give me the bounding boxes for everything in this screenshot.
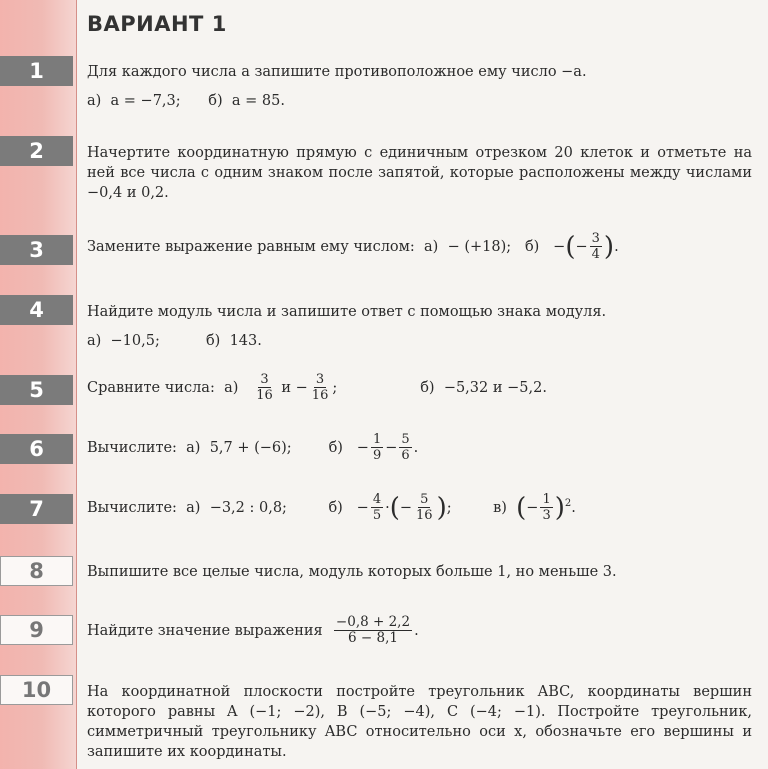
task-3: Замените выражение равным ему числом: а) − (+18); б) − ( − $\frac{3}{4}$ ) . <box>87 231 619 262</box>
task-7-b-sign: − <box>356 499 369 516</box>
paren-open: ( <box>389 492 400 523</box>
task-6-b-label: б) <box>328 439 343 456</box>
task-number-7: 7 <box>0 494 73 524</box>
fraction-numerator: 3 <box>591 231 600 246</box>
task-7-c-fraction <box>540 492 552 523</box>
task-7 <box>87 492 752 523</box>
task-5-a-sign: − <box>295 379 308 396</box>
task-3-b-sign: − <box>553 238 566 255</box>
task-number-9: 9 <box>0 615 73 645</box>
task-4-a-label: а) <box>87 333 102 349</box>
task-5-a-and: и <box>281 379 292 396</box>
fraction-denominator: 16 <box>311 388 329 403</box>
task-3-b-inner-sign: − <box>575 238 588 255</box>
task-1-a-expr: a = −7,3; <box>110 93 181 109</box>
task-7-text: Вычислите: <box>87 499 177 516</box>
task-number-6: 6 <box>0 434 73 464</box>
fraction-numerator: 1 <box>372 432 382 447</box>
task-1-text: Для каждого числа a запишите противоположное ему число −a. <box>87 64 587 80</box>
task-3-text: Замените выражение равным ему числом: <box>87 238 415 255</box>
fraction-denominator: 6 <box>401 448 410 463</box>
fraction-denominator: 5 <box>372 508 382 523</box>
fraction-denominator: 9 <box>372 448 382 463</box>
task-number-4: 4 <box>0 295 73 325</box>
task-5-b-expr: −5,32 и −5,2. <box>443 379 547 396</box>
task-1-a-label: а) <box>87 93 102 109</box>
fraction-denominator: 4 <box>591 247 600 262</box>
paren-close: ) <box>554 492 565 523</box>
task-4-a-expr: −10,5; <box>110 333 160 349</box>
task-7-b-fraction-2 <box>414 492 435 523</box>
task-6-b-minus: − <box>385 439 398 456</box>
task-2: Начертите координатную прямую с единичным отрезком 20 клеток и отметьте на ней все числа с одним знаком после запятой, которые расположены между числами −0,4 и 0,2. <box>87 145 752 201</box>
task-1 <box>87 62 752 111</box>
task-7-a-label: а) <box>186 499 201 516</box>
task-6-b-fraction-1 <box>371 432 383 463</box>
task-3-b-fraction <box>590 231 602 262</box>
task-6-b-end: . <box>413 439 419 456</box>
paren-open: ( <box>516 492 527 523</box>
fraction-numerator: 5 <box>420 492 429 507</box>
task-6 <box>87 432 752 463</box>
task-7-b-inner-sign: − <box>399 499 413 516</box>
task-4-b-expr: 143. <box>229 333 262 349</box>
page-title: ВАРИАНТ 1 <box>87 12 227 36</box>
task-6-b-sign: − <box>356 439 369 456</box>
task-3-b-label: б) <box>524 238 540 255</box>
task-1-b-label: б) <box>208 93 223 109</box>
fraction-denominator: 16 <box>256 388 273 403</box>
task-number-3: 3 <box>0 235 73 265</box>
task-6-a-label: а) <box>186 439 201 456</box>
task-9-fraction <box>334 615 412 646</box>
task-10: На координатной плоскости постройте треугольник ABC, координаты вершин которого равны A (−1; −2), B (−5; −4), C (−4; −1). Постройте треугольник, симметричный треугольнику ABC относительно оси x, обозначьте его вершины и запишите их координаты. <box>87 684 752 760</box>
task-7-b-label: б) <box>328 499 343 516</box>
task-7-c-label: в) <box>493 499 507 516</box>
margin-divider <box>76 0 77 769</box>
task-9-end: . <box>414 622 419 639</box>
task-5-a-label: а) <box>224 379 239 396</box>
task-number-1: 1 <box>0 56 73 86</box>
fraction-numerator: 1 <box>542 492 551 507</box>
task-8: Выпишите все целые числа, модуль которых больше 1, но меньше 3. <box>87 564 617 580</box>
task-6-a-expr: 5,7 + (−6); <box>209 439 292 456</box>
task-7-a-expr: −3,2 : 0,8; <box>209 499 287 516</box>
task-4 <box>87 302 752 351</box>
fraction-denominator: 6 − 8,1 <box>348 630 398 646</box>
task-5-b-label: б) <box>420 379 435 396</box>
task-5-text: Сравните числа: <box>87 379 215 396</box>
task-5-a-end: ; <box>332 379 338 396</box>
task-6-text: Вычислите: <box>87 439 177 456</box>
task-7-c-power: 2 <box>564 498 572 509</box>
fraction-numerator: 5 <box>401 432 410 447</box>
fraction-numerator: 3 <box>260 372 269 387</box>
fraction-numerator: −0,8 + 2,2 <box>335 614 411 630</box>
task-7-b-dot: · <box>385 499 390 516</box>
fraction-denominator: 16 <box>416 508 433 523</box>
task-number-8: 8 <box>0 556 73 586</box>
task-number-10: 10 <box>0 675 73 705</box>
task-5-a-fraction-1 <box>254 372 275 403</box>
paren-close: ) <box>603 231 615 262</box>
task-number-2: 2 <box>0 136 73 166</box>
fraction-numerator: 4 <box>372 492 382 507</box>
task-4-text: Найдите модуль числа и запишите ответ с помощью знака модуля. <box>87 304 607 320</box>
task-7-c-end: . <box>571 499 576 516</box>
paren-open: ( <box>565 231 576 262</box>
paren-close: ) <box>436 492 447 523</box>
task-5 <box>87 372 752 403</box>
task-5-a-fraction-2 <box>310 372 331 403</box>
task-3-a-label: а) <box>424 238 439 255</box>
task-number-5: 5 <box>0 375 73 405</box>
task-9-text: Найдите значение выражения <box>87 622 323 639</box>
task-1-b-expr: a = 85. <box>231 93 285 109</box>
fraction-numerator: 3 <box>315 372 325 387</box>
task-6-b-fraction-2 <box>399 432 411 463</box>
task-7-c-sign: − <box>526 499 539 516</box>
task-4-b-label: б) <box>205 333 221 349</box>
task-3-a-expr: − (+18); <box>447 238 512 255</box>
fraction-denominator: 3 <box>542 508 551 523</box>
task-9 <box>87 615 752 646</box>
task-7-b-fraction-1 <box>371 492 383 523</box>
task-7-b-end: ; <box>446 499 452 516</box>
